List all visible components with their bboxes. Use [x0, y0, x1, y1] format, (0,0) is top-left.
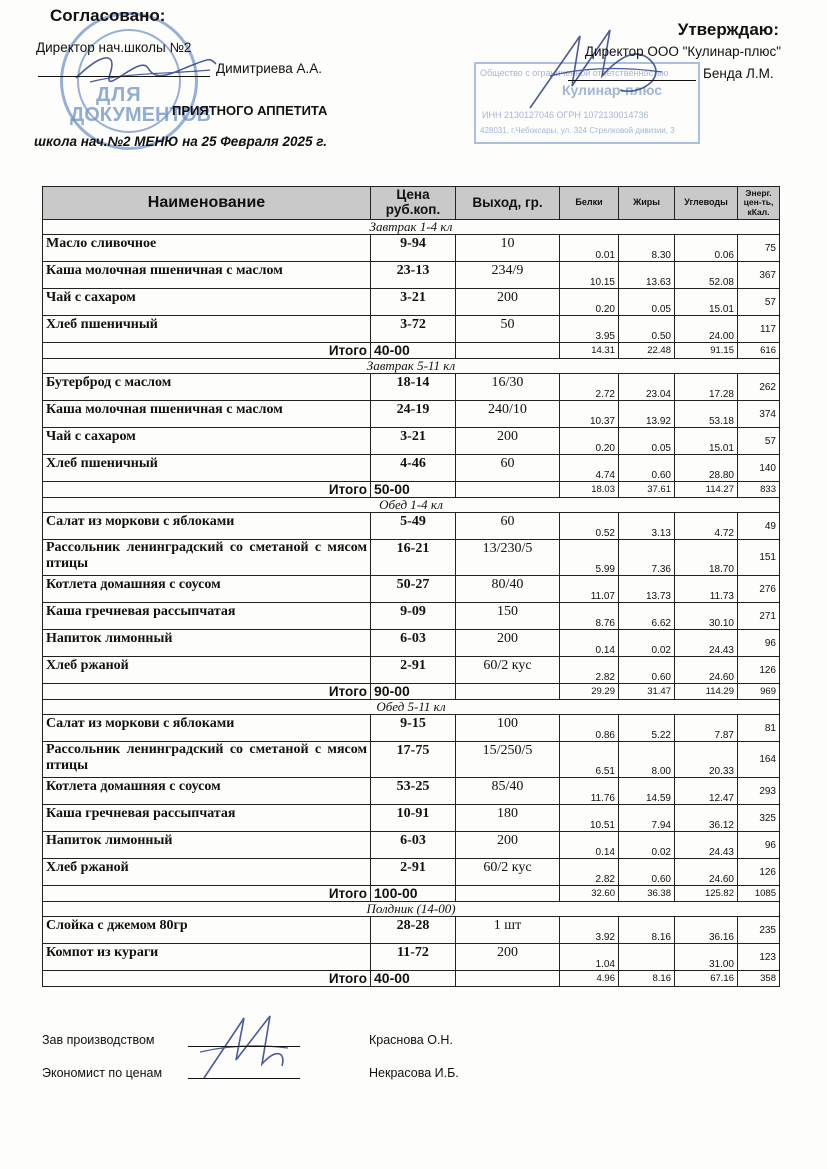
dish-output: 100 [456, 715, 560, 742]
table-row [43, 289, 780, 316]
dish-price: 3-21 [371, 289, 456, 316]
table-row [43, 262, 780, 289]
signature-right-icon [520, 16, 670, 116]
dish-proteins: 0.01 [560, 235, 619, 262]
section-row [43, 359, 780, 374]
table-row [43, 540, 780, 576]
total-carbs: 67.16 [675, 971, 738, 987]
dish-output: 180 [456, 805, 560, 832]
dish-price: 9-09 [371, 603, 456, 630]
dish-fats: 0.05 [619, 428, 675, 455]
dish-price: 5-49 [371, 513, 456, 540]
table-row [43, 576, 780, 603]
total-proteins: 18.03 [560, 482, 619, 498]
dish-price: 3-72 [371, 316, 456, 343]
dish-name: Рассольник ленинградский со сметаной с мясом птицы [43, 742, 371, 778]
dish-output: 200 [456, 289, 560, 316]
dish-fats: 6.62 [619, 603, 675, 630]
total-energy: 833 [738, 482, 780, 498]
dish-carbs: 4.72 [675, 513, 738, 540]
table-row [43, 235, 780, 262]
table-row [43, 630, 780, 657]
dish-energy: 271 [738, 603, 780, 630]
footer-name-2: Некрасова И.Б. [369, 1066, 459, 1080]
section-title: Завтрак 1-4 кл [43, 220, 780, 235]
dish-proteins: 3.95 [560, 316, 619, 343]
footer-name-1: Краснова О.Н. [369, 1033, 453, 1047]
wish-text: ПРИЯТНОГО АППЕТИТА [172, 103, 328, 118]
dish-proteins: 11.76 [560, 778, 619, 805]
dish-fats: 0.02 [619, 832, 675, 859]
dish-name: Салат из моркови с яблоками [43, 715, 371, 742]
footer-signature-line-2 [188, 1078, 300, 1079]
dish-carbs: 36.12 [675, 805, 738, 832]
dish-output: 200 [456, 630, 560, 657]
dish-fats: 0.60 [619, 859, 675, 886]
table-row [43, 805, 780, 832]
dish-proteins: 0.86 [560, 715, 619, 742]
dish-carbs: 24.60 [675, 859, 738, 886]
total-price: 50-00 [371, 482, 456, 498]
dish-output: 50 [456, 316, 560, 343]
dish-fats: 14.59 [619, 778, 675, 805]
dish-price: 23-13 [371, 262, 456, 289]
footer-signature-line-1 [188, 1046, 300, 1047]
footer-role-1: Зав производством [42, 1033, 155, 1047]
dish-energy: 325 [738, 805, 780, 832]
dish-price: 3-21 [371, 428, 456, 455]
dish-carbs: 24.60 [675, 657, 738, 684]
dish-output: 234/9 [456, 262, 560, 289]
company-stamp-line-1: Общество с ограниченной ответственностью [480, 68, 669, 78]
table-header-row [43, 187, 780, 220]
dish-fats: 0.02 [619, 630, 675, 657]
dish-proteins: 0.20 [560, 289, 619, 316]
dish-energy: 81 [738, 715, 780, 742]
table-row [43, 657, 780, 684]
dish-energy: 126 [738, 657, 780, 684]
header-carbs: Углеводы [675, 187, 738, 220]
total-output-empty [456, 886, 560, 902]
total-fats: 31.47 [619, 684, 675, 700]
round-stamp-word-2: ДОКУМЕНТОВ [70, 104, 212, 126]
dish-fats: 5.22 [619, 715, 675, 742]
total-energy: 969 [738, 684, 780, 700]
dish-energy: 126 [738, 859, 780, 886]
menu-table-body [43, 220, 780, 987]
total-carbs: 125.82 [675, 886, 738, 902]
dish-proteins: 3.92 [560, 917, 619, 944]
section-title: Полдник (14-00) [43, 902, 780, 917]
dish-carbs: 24.43 [675, 630, 738, 657]
company-stamp-line-4: 428031, г.Чебоксары, ул. 324 Стрелковой дивизии, 3 [480, 126, 675, 135]
dish-energy: 57 [738, 289, 780, 316]
total-carbs: 114.29 [675, 684, 738, 700]
total-carbs: 91.15 [675, 343, 738, 359]
section-row [43, 498, 780, 513]
dish-proteins: 0.20 [560, 428, 619, 455]
total-row [43, 886, 780, 902]
dish-carbs: 11.73 [675, 576, 738, 603]
dish-price: 2-91 [371, 859, 456, 886]
table-row [43, 917, 780, 944]
dish-energy: 96 [738, 630, 780, 657]
dish-price: 9-15 [371, 715, 456, 742]
dish-proteins: 11.07 [560, 576, 619, 603]
dish-name: Каша гречневая рассыпчатая [43, 603, 371, 630]
dish-proteins: 10.51 [560, 805, 619, 832]
dish-name: Хлеб пшеничный [43, 455, 371, 482]
dish-name: Хлеб ржаной [43, 657, 371, 684]
agreed-signature-line [38, 76, 210, 77]
round-stamp-word-1: ДЛЯ [96, 84, 142, 106]
dish-price: 11-72 [371, 944, 456, 971]
dish-name: Салат из моркови с яблоками [43, 513, 371, 540]
dish-price: 28-28 [371, 917, 456, 944]
table-row [43, 859, 780, 886]
total-output-empty [456, 343, 560, 359]
company-stamp-line-3: ИНН 2130127046 ОГРН 1072130014736 [482, 110, 649, 120]
dish-output: 200 [456, 832, 560, 859]
header-energy: Энерг. цен-ть, кКал. [738, 187, 780, 220]
dish-name: Напиток лимонный [43, 630, 371, 657]
total-output-empty [456, 684, 560, 700]
dish-fats: 7.94 [619, 805, 675, 832]
dish-proteins: 2.72 [560, 374, 619, 401]
total-proteins: 32.60 [560, 886, 619, 902]
dish-carbs: 36.16 [675, 917, 738, 944]
dish-energy: 123 [738, 944, 780, 971]
dish-energy: 151 [738, 540, 780, 576]
dish-fats: 8.00 [619, 742, 675, 778]
dish-fats: 8.16 [619, 917, 675, 944]
total-row [43, 684, 780, 700]
total-price: 100-00 [371, 886, 456, 902]
dish-energy: 96 [738, 832, 780, 859]
dish-output: 16/30 [456, 374, 560, 401]
dish-price: 53-25 [371, 778, 456, 805]
total-label: Итого [43, 482, 371, 498]
approved-signature-line [568, 80, 696, 81]
dish-carbs: 18.70 [675, 540, 738, 576]
dish-carbs: 30.10 [675, 603, 738, 630]
dish-price: 50-27 [371, 576, 456, 603]
dish-name: Хлеб пшеничный [43, 316, 371, 343]
dish-proteins: 2.82 [560, 657, 619, 684]
dish-price: 18-14 [371, 374, 456, 401]
dish-name: Каша молочная пшеничная с маслом [43, 262, 371, 289]
dish-energy: 276 [738, 576, 780, 603]
table-row [43, 428, 780, 455]
total-energy: 1085 [738, 886, 780, 902]
dish-output: 1 шт [456, 917, 560, 944]
dish-proteins: 1.04 [560, 944, 619, 971]
dish-output: 200 [456, 428, 560, 455]
dish-fats: 23.04 [619, 374, 675, 401]
table-row [43, 742, 780, 778]
dish-carbs: 28.80 [675, 455, 738, 482]
total-energy: 358 [738, 971, 780, 987]
dish-carbs: 52.08 [675, 262, 738, 289]
dish-price: 10-91 [371, 805, 456, 832]
dish-name: Хлеб ржаной [43, 859, 371, 886]
dish-output: 85/40 [456, 778, 560, 805]
total-proteins: 14.31 [560, 343, 619, 359]
dish-proteins: 2.82 [560, 859, 619, 886]
dish-output: 60/2 кус [456, 657, 560, 684]
total-fats: 37.61 [619, 482, 675, 498]
total-label: Итого [43, 886, 371, 902]
dish-fats: 13.73 [619, 576, 675, 603]
total-row [43, 343, 780, 359]
dish-energy: 75 [738, 235, 780, 262]
dish-carbs: 31.00 [675, 944, 738, 971]
dish-output: 200 [456, 944, 560, 971]
section-row [43, 700, 780, 715]
header-proteins: Белки [560, 187, 619, 220]
dish-name: Чай с сахаром [43, 428, 371, 455]
dish-name: Чай с сахаром [43, 289, 371, 316]
dish-output: 150 [456, 603, 560, 630]
dish-name: Каша молочная пшеничная с маслом [43, 401, 371, 428]
total-output-empty [456, 482, 560, 498]
header-name: Наименование [43, 187, 371, 220]
dish-output: 15/250/5 [456, 742, 560, 778]
dish-carbs: 7.87 [675, 715, 738, 742]
dish-name: Каша гречневая рассыпчатая [43, 805, 371, 832]
dish-price: 16-21 [371, 540, 456, 576]
dish-carbs: 20.33 [675, 742, 738, 778]
table-row [43, 455, 780, 482]
company-stamp-line-2: Кулинар-плюс [562, 82, 663, 98]
dish-name: Напиток лимонный [43, 832, 371, 859]
dish-carbs: 53.18 [675, 401, 738, 428]
table-row [43, 832, 780, 859]
dish-fats: 13.63 [619, 262, 675, 289]
approved-title: Утверждаю: [677, 20, 779, 39]
section-title: Завтрак 5-11 кл [43, 359, 780, 374]
table-row [43, 513, 780, 540]
dish-output: 60 [456, 513, 560, 540]
dish-carbs: 17.28 [675, 374, 738, 401]
section-title: Обед 1-4 кл [43, 498, 780, 513]
dish-energy: 235 [738, 917, 780, 944]
approved-position: Директор ООО "Кулинар-плюс" [584, 44, 781, 59]
total-price: 40-00 [371, 343, 456, 359]
table-row [43, 778, 780, 805]
dish-proteins: 10.15 [560, 262, 619, 289]
dish-carbs: 12.47 [675, 778, 738, 805]
total-row [43, 482, 780, 498]
dish-carbs: 24.00 [675, 316, 738, 343]
dish-proteins: 0.14 [560, 832, 619, 859]
table-row [43, 374, 780, 401]
dish-proteins: 5.99 [560, 540, 619, 576]
section-row [43, 902, 780, 917]
dish-output: 80/40 [456, 576, 560, 603]
total-label: Итого [43, 971, 371, 987]
dish-price: 4-46 [371, 455, 456, 482]
dish-proteins: 10.37 [560, 401, 619, 428]
dish-price: 9-94 [371, 235, 456, 262]
menu-table [42, 186, 780, 987]
section-title: Обед 5-11 кл [43, 700, 780, 715]
dish-fats: 0.60 [619, 455, 675, 482]
dish-price: 17-75 [371, 742, 456, 778]
dish-name: Слойка с джемом 80гр [43, 917, 371, 944]
footer-role-2: Экономист по ценам [42, 1066, 163, 1080]
dish-carbs: 24.43 [675, 832, 738, 859]
dish-price: 24-19 [371, 401, 456, 428]
header-price: Цена руб.коп. [371, 187, 456, 220]
total-label: Итого [43, 343, 371, 359]
table-row [43, 715, 780, 742]
total-price: 40-00 [371, 971, 456, 987]
dish-name: Котлета домашняя с соусом [43, 576, 371, 603]
dish-proteins: 6.51 [560, 742, 619, 778]
dish-energy: 164 [738, 742, 780, 778]
total-row [43, 971, 780, 987]
dish-carbs: 15.01 [675, 428, 738, 455]
table-row [43, 944, 780, 971]
dish-proteins: 0.14 [560, 630, 619, 657]
menu-date-line: школа нач.№2 МЕНЮ на 25 Февраля 2025 г. [34, 134, 328, 149]
dish-name: Рассольник ленинградский со сметаной с мясом птицы [43, 540, 371, 576]
table-row [43, 316, 780, 343]
dish-price: 6-03 [371, 630, 456, 657]
dish-energy: 57 [738, 428, 780, 455]
total-label: Итого [43, 684, 371, 700]
agreed-position: Директор нач.школы №2 [36, 40, 192, 55]
table-row [43, 603, 780, 630]
dish-carbs: 15.01 [675, 289, 738, 316]
total-fats: 36.38 [619, 886, 675, 902]
dish-proteins: 4.74 [560, 455, 619, 482]
dish-name: Бутерброд с маслом [43, 374, 371, 401]
dish-output: 60/2 кус [456, 859, 560, 886]
total-proteins: 4.96 [560, 971, 619, 987]
dish-fats: 8.30 [619, 235, 675, 262]
dish-fats: 0.60 [619, 657, 675, 684]
dish-energy: 293 [738, 778, 780, 805]
dish-fats: 7.36 [619, 540, 675, 576]
dish-proteins: 0.52 [560, 513, 619, 540]
dish-energy: 140 [738, 455, 780, 482]
dish-fats [619, 944, 675, 971]
total-proteins: 29.29 [560, 684, 619, 700]
header-output: Выход, гр. [456, 187, 560, 220]
dish-energy: 117 [738, 316, 780, 343]
approved-name: Бенда Л.М. [703, 66, 774, 81]
dish-price: 6-03 [371, 832, 456, 859]
total-fats: 22.48 [619, 343, 675, 359]
dish-fats: 3.13 [619, 513, 675, 540]
total-price: 90-00 [371, 684, 456, 700]
table-row [43, 401, 780, 428]
dish-energy: 374 [738, 401, 780, 428]
total-carbs: 114.27 [675, 482, 738, 498]
dish-output: 10 [456, 235, 560, 262]
dish-fats: 13.92 [619, 401, 675, 428]
header-fats: Жиры [619, 187, 675, 220]
section-row [43, 220, 780, 235]
dish-fats: 0.50 [619, 316, 675, 343]
dish-fats: 0.05 [619, 289, 675, 316]
signature-bottom-icon [196, 1012, 292, 1084]
dish-output: 240/10 [456, 401, 560, 428]
dish-energy: 49 [738, 513, 780, 540]
agreed-title: Согласовано: [50, 6, 166, 25]
total-fats: 8.16 [619, 971, 675, 987]
agreed-name: Димитриева А.А. [216, 61, 323, 76]
total-output-empty [456, 971, 560, 987]
dish-energy: 262 [738, 374, 780, 401]
dish-energy: 367 [738, 262, 780, 289]
dish-output: 13/230/5 [456, 540, 560, 576]
dish-output: 60 [456, 455, 560, 482]
dish-name: Котлета домашняя с соусом [43, 778, 371, 805]
total-energy: 616 [738, 343, 780, 359]
dish-carbs: 0.06 [675, 235, 738, 262]
dish-name: Компот из кураги [43, 944, 371, 971]
dish-proteins: 8.76 [560, 603, 619, 630]
dish-name: Масло сливочное [43, 235, 371, 262]
dish-price: 2-91 [371, 657, 456, 684]
